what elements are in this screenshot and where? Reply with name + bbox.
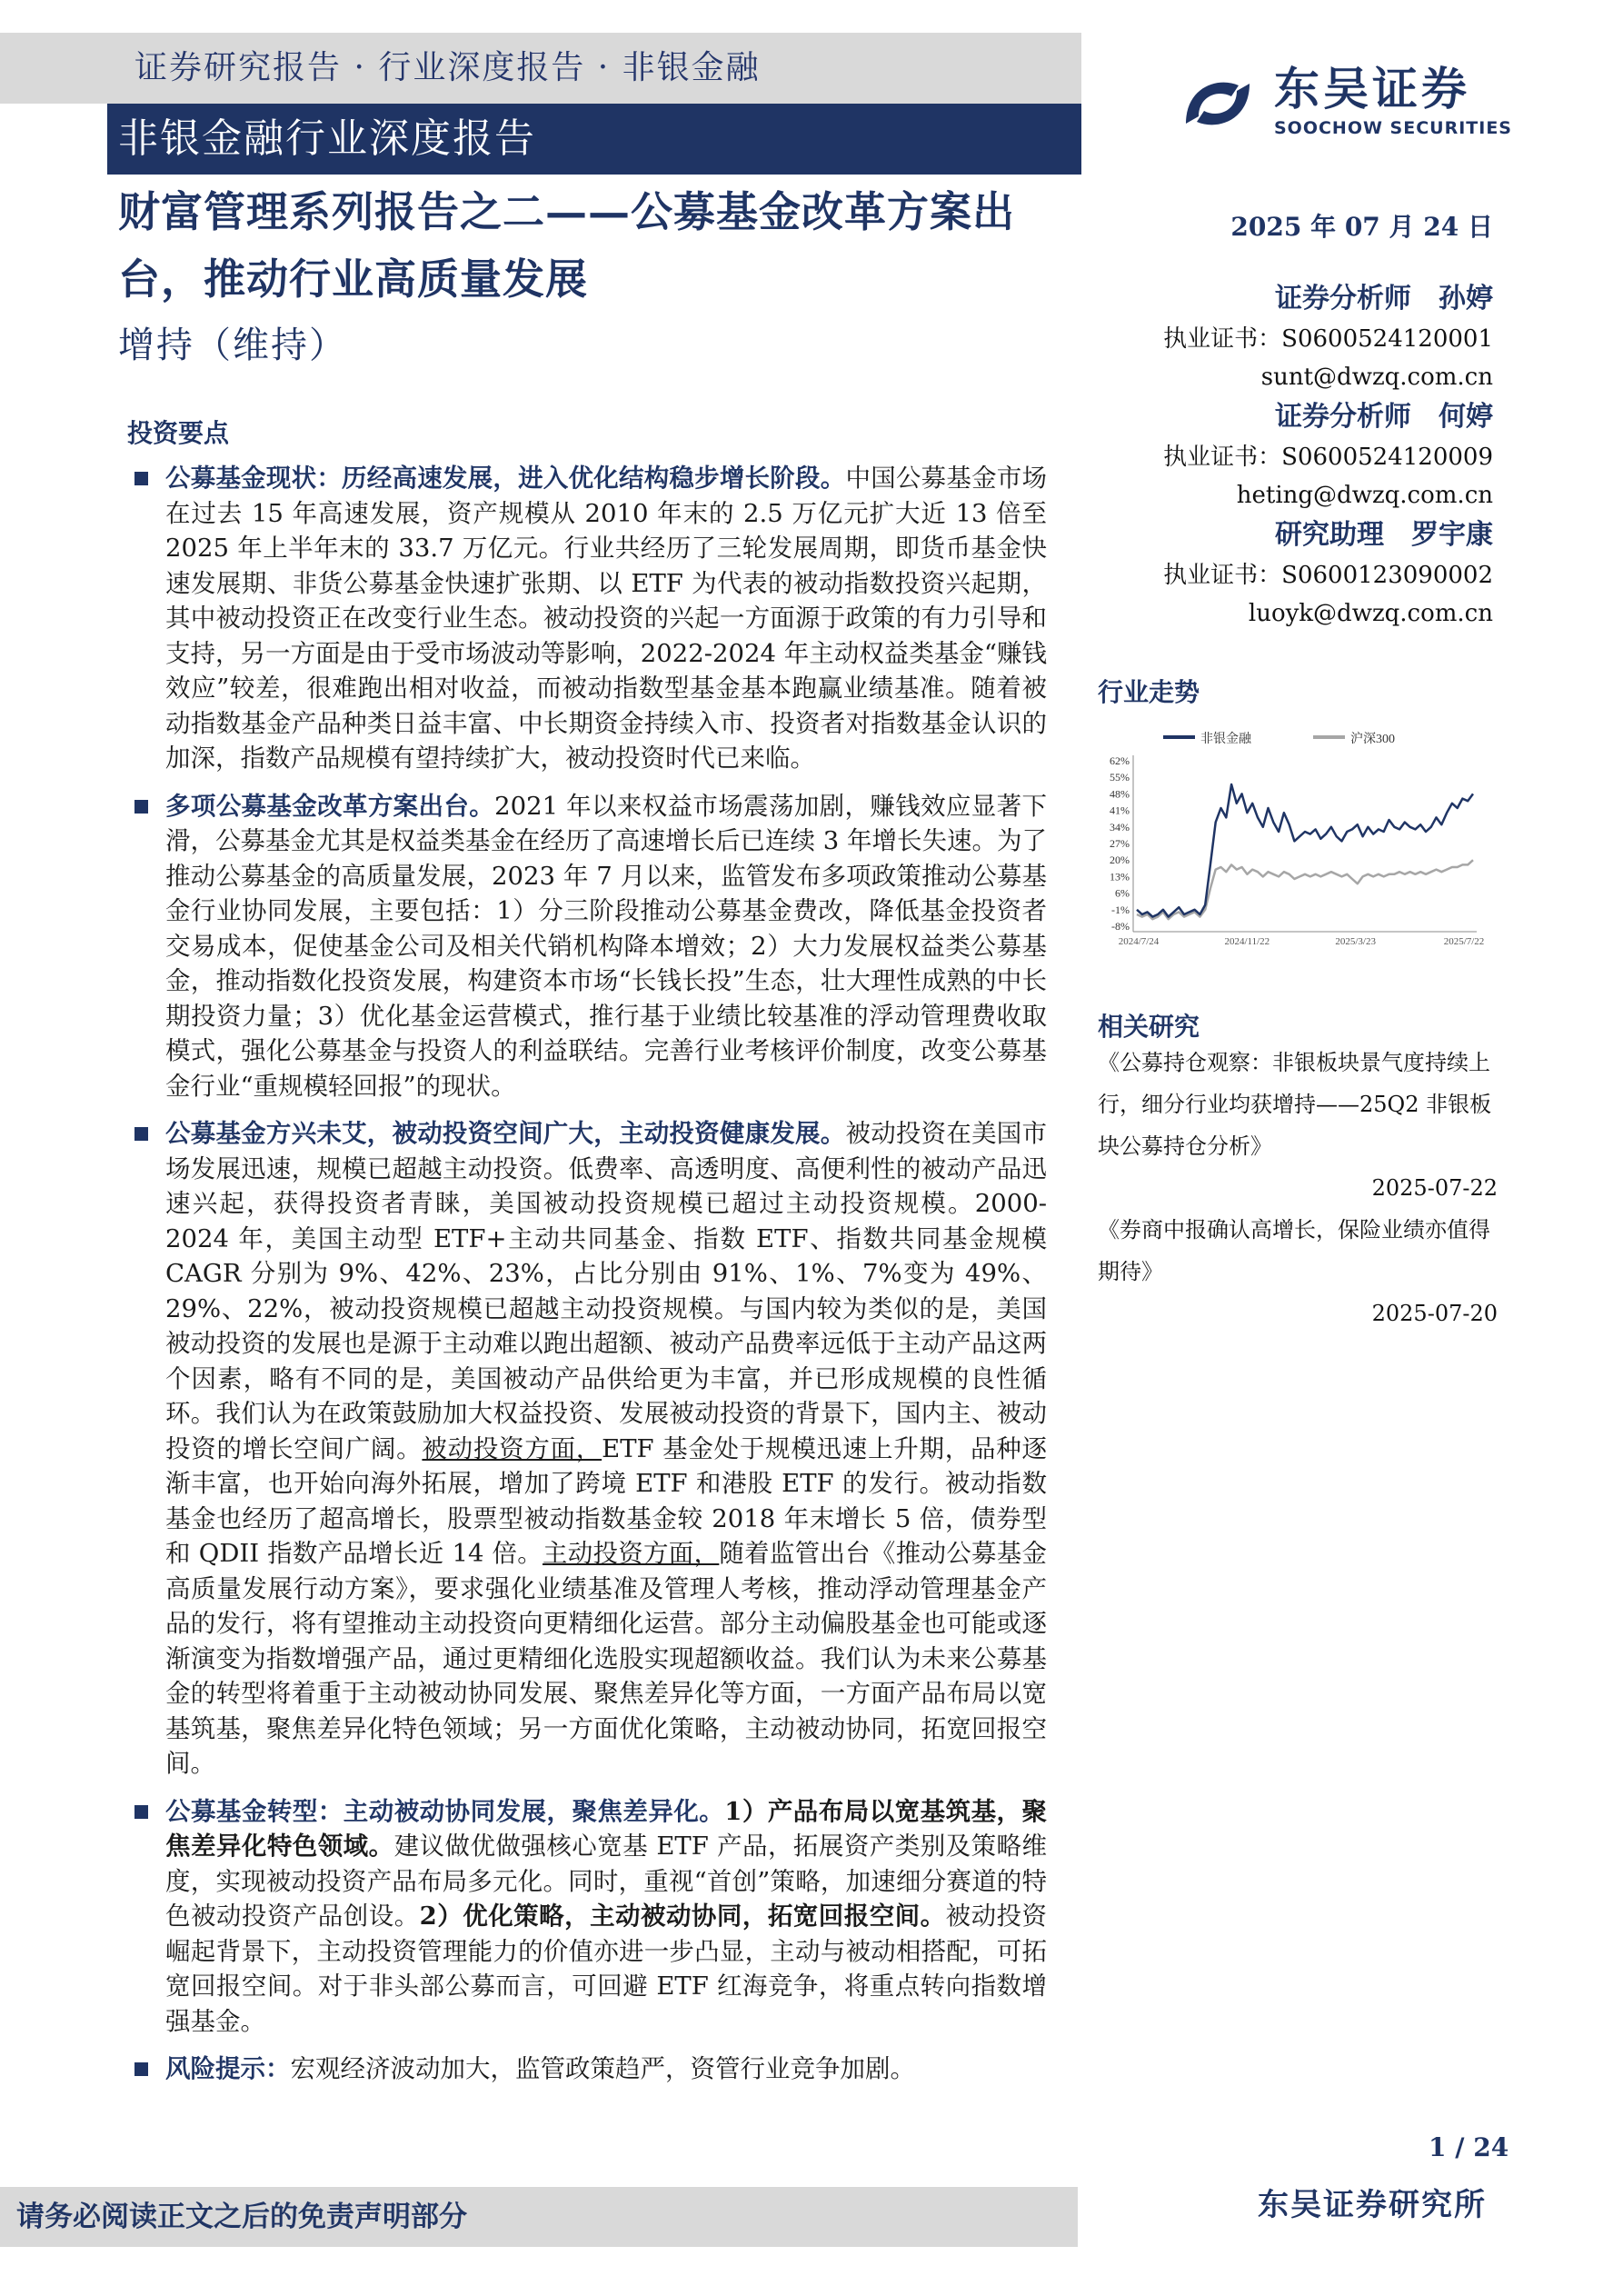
legend-label: 沪深300 — [1350, 733, 1395, 746]
page-number: 1 / 24 — [1429, 2132, 1509, 2162]
analyst-email[interactable]: sunt@dwzq.com.cn — [1260, 364, 1493, 391]
analyst-cert: 执业证书：S0600524120009 — [1163, 444, 1493, 471]
key-point-lead: 公募基金现状：历经高速发展，进入优化结构稳步增长阶段。 — [165, 464, 846, 493]
key-point-lead: 公募基金转型：主动被动协同发展，聚焦差异化。 — [165, 1796, 725, 1826]
key-point-text: 宏观经济波动加大，监管政策趋严，资管行业竞争加剧。 — [290, 2054, 915, 2083]
key-point-1 — [127, 461, 1047, 776]
analyst-cert: 执业证书：S0600524120001 — [1163, 325, 1493, 353]
key-point-text: ETF 基金处于规模迅速上升期，品种逐渐丰富，也开始向海外拓展，增加了跨境 ETF 和港股 ETF 的发行。被动指数基金也经历了超高增长，股票型被动指数基金较 2018 年末增长 5 倍，债券型和 QDII 指数产品增长近 14 倍。 — [165, 1433, 1047, 1568]
key-point-2 — [127, 789, 1047, 1104]
analyst-cert: 执业证书：S0600123090002 — [1163, 562, 1493, 589]
y-tick-label: 34% — [1110, 820, 1130, 834]
x-tick-label: 2025/7/22 — [1443, 936, 1485, 947]
square-bullet-icon — [134, 1127, 148, 1141]
analyst-name: 证券分析师 孙婷 — [1275, 283, 1493, 314]
footer-brand: 东吴证券研究所 — [1258, 2187, 1487, 2223]
y-tick-label: -8% — [1111, 920, 1130, 933]
report-section-title: 非银金融行业深度报告 — [118, 115, 536, 162]
report-breadcrumb: 证券研究报告 · 行业深度报告 · 非银金融 — [134, 49, 761, 86]
y-tick-label: 20% — [1110, 854, 1130, 867]
key-point-text: 中国公募基金市场在过去 15 年高速发展，资产规模从 2010 年末的 2.5 万亿元扩大近 13 倍至 2025 年上半年末的 33.7 万亿元。行业共经历了三轮发展周期，即货币基金快速发展期、非货公募基金快速扩张期、以 ETF 为代表的被动指数投资兴起期，其中被动投资正在改变行业生态。被动投资的兴起一方面源于政策的有力引导和支持，另一方面是由于受市场波动等影响，2022-2024 年主动权益类基金“赚钱效应”较差，很难跑出相对收益，而被动指数型基金基本跑赢业绩基准。随着被动指数基金产品种类日益丰富、中长期资金持续入市、投资者对指数基金认识的加深，指数产品规模有望持续扩大，被动投资时代已来临。 — [165, 464, 1048, 773]
key-point-sub: 2）优化策略，主动被动协同，拓宽回报空间。 — [419, 1902, 946, 1931]
square-bullet-icon — [134, 1805, 148, 1819]
analyst-email[interactable]: luoyk@dwzq.com.cn — [1248, 600, 1493, 627]
report-date: 2025 年 07 月 24 日 — [1230, 212, 1493, 242]
x-tick-label: 2025/3/23 — [1335, 936, 1376, 947]
key-point-text: 被动投资在美国市场发展迅速，规模已超越主动投资。低费率、高透明度、高便利性的被动产品迅速兴起，获得投资者青睐，美国被动投资规模已超过主动投资规模。2000-2024 年，美国主动型 ETF+主动共同基金、指数 ETF、指数共同基金规模 CAGR 分别为 9%、42%、23%，占比分别由 91%、1%、7%变为 49%、29%、22%，被动投资规模已超越主动投资规模。与国内较为类似的是，美国被动投资的发展也是源于主动难以跑出超额、被动产品费率远低于主动产品这两个因素，略有不同的是，美国被动产品供给更为丰富，并已形成规模的良性循环。我们认为在政策鼓励加大权益投资、发展被动投资的背景下，国内主、被动投资的增长空间广阔。 — [165, 1119, 1048, 1463]
key-point-text: 被动投资崛起背景下，主动投资管理能力的价值亦进一步凸显，主动与被动相搭配，可拓宽回报空间。对于非头部公募而言，可回避 ETF 红海竞争，将重点转向指数增强基金。 — [165, 1902, 1048, 2036]
key-point-4 — [127, 1794, 1047, 2040]
legend-label: 非银金融 — [1200, 733, 1251, 746]
key-point-text: 随着监管出台《推动公募基金高质量发展行动方案》，要求强化业绩基准及管理人考核，推动浮动管理基金产品的发行，将有望推动主动投资向更精细化运营。部分主动偏股基金也可能或逐渐演变为指数增强产品，通过更精细化选股实现超额收益。我们认为未来公募基金的转型将着重于主动被动协同发展、聚焦差异化等方面，一方面产品布局以宽基筑基，聚焦差异化特色领域；另一方面优化策略，主动被动协同，拓宽回报空间。 — [165, 1539, 1048, 1778]
key-point-lead: 多项公募基金改革方案出台。 — [165, 791, 495, 821]
analyst-name: 证券分析师 何婷 — [1275, 401, 1493, 433]
key-point-lead: 风险提示： — [165, 2054, 291, 2083]
industry-trend-chart — [1095, 715, 1486, 953]
y-tick-label: 55% — [1110, 771, 1130, 784]
x-tick-label: 2024/7/24 — [1118, 936, 1160, 947]
related-item[interactable]: 《公募持仓观察：非银板块景气度持续上行，细分行业均获增持——25Q2 非银板块公募持仓分析》 — [1098, 1050, 1492, 1159]
key-point-3 — [127, 1116, 1047, 1782]
key-point-underline: 主动投资方面， — [542, 1539, 720, 1568]
disclaimer-note: 请务必阅读正文之后的免责声明部分 — [16, 2201, 467, 2233]
y-tick-label: 41% — [1110, 804, 1130, 817]
y-tick-label: 27% — [1110, 837, 1130, 850]
logo-text-cn: 东吴证券 — [1274, 63, 1470, 115]
right-column — [1090, 207, 1493, 633]
analyst-block — [1090, 278, 1493, 633]
key-point-5 — [127, 2051, 1047, 2087]
related-title: 相关研究 — [1098, 1012, 1200, 1042]
report-title: 财富管理系列报告之二——公募基金改革方案出台，推动行业高质量发展 — [118, 187, 1015, 304]
rating: 增持（维持） — [118, 324, 347, 366]
related-date: 2025-07-20 — [1371, 1301, 1498, 1326]
key-point-sub: 1）产品布局以宽基筑基，聚焦差异化特色领域。 — [165, 1796, 1047, 1861]
square-bullet-icon — [134, 2062, 148, 2076]
y-tick-label: 13% — [1110, 870, 1130, 883]
logo-text-en: SOOCHOW SECURITIES — [1274, 118, 1512, 138]
related-item[interactable]: 《券商中报确认高增长，保险业绩亦值得期待》 — [1098, 1217, 1490, 1284]
key-point-text: 2021 年以来权益市场震荡加剧，赚钱效应显著下滑，公募基金尤其是权益类基金在经历了高速增长后已连续 3 年增长失速。为了推动公募基金的高质量发展，2023 年 7 月以来，监管发布多项政策推动公募基金行业协同发展，主要包括：1）分三阶段推动公募基金费改，降低基金投资者交易成本，促使基金公司及相关代销机构降本增效；2）大力发展权益类公募基金，推动指数化投资发展，构建资本市场“长钱长投”生态，壮大理性成熟的中长期投资力量；3）优化基金运营模式，推行基于业绩比较基准的浮动管理费收取模式，强化公募基金与投资人的利益联结。完善行业考核评价制度，改变公募基金行业“重规模轻回报”的现状。 — [165, 791, 1047, 1101]
key-point-lead: 公募基金方兴未艾，被动投资空间广大，主动投资健康发展。 — [165, 1119, 846, 1148]
series-line — [1137, 860, 1473, 919]
key-point-underline: 被动投资方面， — [422, 1433, 602, 1463]
analyst-name: 研究助理 罗宇康 — [1275, 519, 1493, 551]
key-points-title: 投资要点 — [127, 418, 230, 448]
y-tick-label: 48% — [1110, 787, 1130, 801]
x-tick-label: 2024/11/22 — [1224, 936, 1270, 947]
series-line — [1137, 784, 1473, 917]
key-point-text: 建议做优做强核心宽基 ETF 产品，拓展资产类别及策略维度，实现被动投资产品布局多元化。同时，重视“首创”策略，加速细分赛道的特色被动投资产品创设。 — [165, 1832, 1048, 1931]
y-tick-label: -1% — [1111, 903, 1130, 916]
soochow-logo-icon — [1168, 60, 1268, 147]
square-bullet-icon — [134, 472, 148, 485]
y-tick-label: 6% — [1115, 886, 1130, 900]
square-bullet-icon — [134, 800, 148, 814]
trend-title: 行业走势 — [1098, 677, 1200, 707]
related-list — [1098, 1042, 1498, 1334]
key-points — [127, 414, 1047, 2100]
y-tick-label: 62% — [1110, 754, 1130, 767]
related-date: 2025-07-22 — [1371, 1175, 1498, 1201]
analyst-email[interactable]: heting@dwzq.com.cn — [1236, 482, 1493, 509]
